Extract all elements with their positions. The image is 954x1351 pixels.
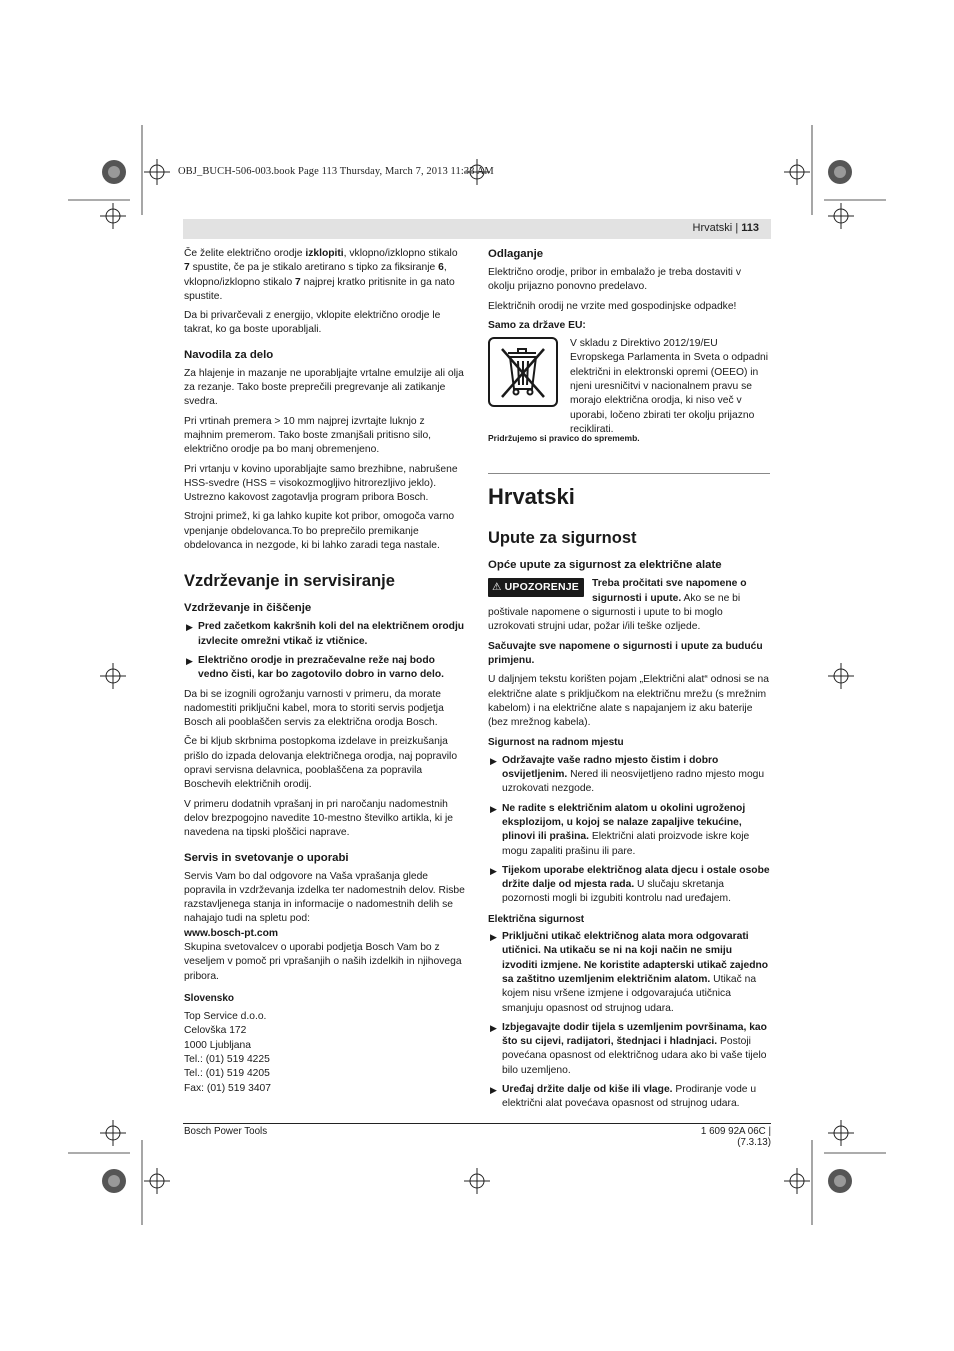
cable-paragraph: Da bi se izognili ogrožanju varnosti v primeru, da morate nadomestiti priključni kabel, mora to storiti servis podjetja Bosch ali pooblaščen servis za električna orodja Bosch. (184, 688, 444, 729)
bullet-rain: ▶ Uređaj držite dalje od kiše ili vlage. Prodiranje vode u električni alat povećava opasnost od strujnog udara. (490, 1083, 757, 1110)
bullet-workplace: ▶ Održavajte vaše radno mjesto čistim i dobro osvijetljenim. Nered ili neosvijetljeno radno mjesto mogu uzrokovati nezgode. (490, 754, 765, 795)
warning-badge: ⚠ UPOZORENJE (488, 578, 584, 596)
bullet-arrow-icon: ▶ (186, 622, 193, 633)
page-header (183, 219, 771, 239)
footer-doc-number: 1 609 92A 06C | (7.3.13) (700, 1126, 771, 1148)
bullet-arrow-icon: ▶ (490, 865, 497, 876)
bullet-arrow-icon: ▶ (490, 932, 497, 943)
disposal-paragraph: Električno orodje, pribor in embalažo je treba dostaviti v okolju prijazno ponovno predelavo. (488, 267, 741, 293)
parts-paragraph: V primeru dodatnih vprašanj in pri naročanju nadomestnih delov brezpogojno navedite 10-mestno številko artikla, ki je navedena na tipski ploščici naprave. (184, 798, 454, 839)
bullet-plug: ▶ Priključni utikač električnog alata mora odgovarati utičnici. Na utikaču se ni na koji način ne smiju izvoditi izmjene. Ne koristite adapterski utikač zajedno sa zaštitno uzemljenim električnim alatom. Utikač na kojem nisu vršene izmjene i odgovarajuća utičnica smanjuju opasnost od strujnog udara. (490, 931, 769, 1014)
warning-block (488, 577, 770, 634)
reserve-note: Pridržujemo si pravico do sprememb. (488, 433, 640, 444)
warning-bold: Treba pročitati sve napomene o sigurnosti i upute. (591, 578, 747, 604)
heading-upute: Upute za sigurnost (488, 529, 637, 548)
heading-navodila: Navodila za delo (184, 348, 274, 361)
metal-drilling-paragraph: Pri vrtanju v kovino uporabljajte samo brezhibne, nabrušene HSS-svedre (HSS = visokozmogljivo hitrorezljivo jeklo). Ustrezno kakovost zagotavlja program pribora Bosch. (184, 463, 458, 504)
switch-off-paragraph: Če želite električno orodje izklopiti, vklopno/izklopno stikalo 7 spustite, če pa je stikalo aretirano s tipko za fiksiranje 6, vklopno/izklopno stikalo 7 najprej kratko pritisnite in ga nato spustite. (184, 248, 458, 302)
bullet-explosion: ▶ Ne radite s električnim alatom u okolini ugroženoj eksplozijom, u kojoj se nalaze zapaljive tekućine, plinovi ili prašina. Električni alati proizvode iskre koje mogu zapaliti prašinu ili pare. (490, 802, 750, 857)
bullet-arrow-icon: ▶ (490, 1022, 497, 1033)
heading-vzdrzevanje: Vzdrževanje in servisiranje (184, 572, 395, 591)
bullet-arrow-icon: ▶ (490, 803, 497, 814)
address-line: Top Service d.o.o. (184, 1011, 267, 1023)
bullet-children: ▶ Tijekom uporabe električnog alata djecu i ostale osobe držite dalje od mjesta rada. U slučaju skretanja pozornosti mogli bi izgubiti kontrolu nad uređajem. (490, 864, 770, 905)
energy-paragraph: Da bi privarčevali z energijo, vklopite električno orodje le takrat, ko ga boste uporabljali. (184, 310, 441, 336)
bullet-arrow-icon: ▶ (490, 755, 497, 766)
footer-rule (183, 1123, 771, 1124)
heading-opce: Opće upute za sigurnost za električne alate (488, 559, 722, 572)
header-language: Hrvatski (692, 222, 733, 234)
country-label: Slovensko (184, 992, 235, 1004)
right-column (488, 247, 770, 1117)
weee-bin-icon (488, 337, 558, 407)
address-line: Fax: (01) 519 3407 (184, 1082, 272, 1094)
section-divider (488, 473, 770, 474)
address-line: Tel.: (01) 519 4225 (184, 1054, 270, 1066)
heading-ciscenje: Vzdrževanje in čiščenje (184, 602, 312, 615)
household-paragraph: Električnih orodij ne vrzite med gospodinjske odpadke! (488, 300, 737, 312)
definition-paragraph: U daljnjem tekstu korišten pojam „Električni alat“ odnosi se na električne alate s priključkom na električnu mrežu (s mrežnim kabelom) i na električne alate s napajanjem iz aku baterije (bez mrežnog kabela). (488, 674, 770, 729)
repair-paragraph: Če bi kljub skrbnima postopkoma izdelave in preizkušanja prišlo do izpada delovanja električnega orodja, naj popravilo opravi servisna delavnica, pooblaščena za popravila Boschevih električnih orodij. (184, 736, 458, 791)
book-slug: OBJ_BUCH-506-003.book Page 113 Thursday, March 7, 2013 11:33 AM (178, 166, 494, 177)
warning-text: Ako se ne bi poštivale napomene o sigurnosti i upute to bi moglo uzrokovati strujni udar, požar i/ili teške ozljede. (488, 592, 741, 633)
bosch-url[interactable]: www.bosch-pt.com (184, 927, 279, 939)
vice-paragraph: Strojni primež, ki ga lahko kupite kot pribor, omogoča varno vpenjanje obdelovanca.To bo preprečilo premikanje obdelovanca in nezgode, ki bi lahko zaradi tega nastale. (184, 511, 455, 552)
weee-section (488, 337, 770, 435)
drill-diameter-paragraph: Pri vrtinah premera > 10 mm najprej izvrtajte luknjo z majhnim premerom. Tako boste zmanjšali pritisno silo, električno orodje pa bo manj obremenjeno. (184, 415, 432, 456)
weee-text: V skladu z Direktivo 2012/19/EU Evropskega Parlamenta in Sveta o odpadni električni in elektronski opremi (OEEO) in njeni uresničitvi v nacionalnem pravu se morajo električna orodja, ki niso več v uporabi, ločeno zbirati ter okolju prijazno reciklirati. (570, 338, 769, 435)
bullet-arrow-icon: ▶ (186, 655, 193, 666)
bullet-arrow-icon: ▶ (490, 1084, 497, 1095)
address-line: 1000 Ljubljana (184, 1039, 251, 1051)
heading-radno-mjesto: Sigurnost na radnom mjestu (488, 737, 624, 749)
bullet-grounded: ▶ Izbjegavajte dodir tijela s uzemljenim površinama, kao što su cijevi, radijatori, štednjaci i hladnjaci. Postoji povećana opasnost od električnog udara ako bi vaše tijelo bilo uzemljeno. (490, 1021, 767, 1076)
service-paragraph: Servis Vam bo dal odgovore na Vaša vprašanja glede popravila in vzdrževanja izdelka ter nadomestnih delov. Risbe razstavljenega stanja in informacije o nadomestnih delih se nahajajo tudi na spletu pod: (184, 870, 465, 925)
bullet-unplug: ▶ Pred začetkom kakršnih koli del na električnem orodju izvlecite omrežni vtikač iz vtičnice. (186, 621, 465, 647)
address-line: Celovška 172 (184, 1025, 247, 1037)
heading-hrvatski: Hrvatski (488, 484, 575, 510)
header-text (693, 222, 759, 234)
eu-label: Samo za države EU: (488, 319, 586, 331)
bullet-clean: ▶ Električno orodje in prezračevalne reže naj bodo vedno čisti, kar bo zagotovilo dobro in varno delo. (186, 654, 445, 681)
page-number: 113 (741, 222, 759, 234)
left-column (184, 247, 466, 1096)
heading-elektricna: Električna sigurnost (488, 913, 585, 925)
advisors-paragraph: Skupina svetovalcev o uporabi podjetja Bosch Vam bo z veseljem v pomoč pri vprašanjih o naših izdelkih in njihovega pribora. (184, 941, 462, 982)
heading-odlaganje: Odlaganje (488, 248, 544, 260)
keep-instructions: Sačuvajte sve napomene o sigurnosti i upute za buduću primjenu. (488, 640, 763, 666)
address-block (184, 1010, 466, 1096)
cooling-paragraph: Za hlajenje in mazanje ne uporabljajte vrtalne emulzije ali olja za rezanje. Tako boste preprečili pregrevanje ali zatikanje svedra. (184, 367, 464, 408)
heading-servis: Servis in svetovanje o uporabi (184, 851, 349, 864)
address-line: Tel.: (01) 519 4205 (184, 1068, 270, 1080)
header-separator: | (735, 222, 739, 234)
warning-triangle-icon: ⚠ (492, 581, 502, 594)
footer-brand: Bosch Power Tools (184, 1126, 268, 1137)
